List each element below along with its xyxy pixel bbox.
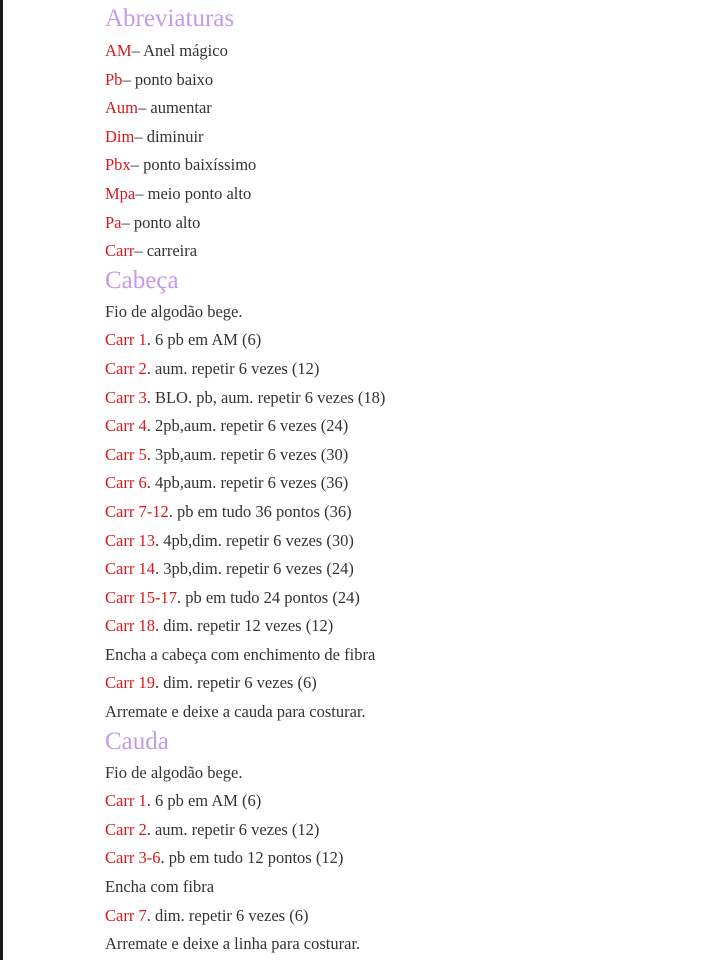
instruction-line — [105, 355, 705, 384]
row-text: . dim. repetir 12 vezes (12) — [154, 616, 334, 636]
separator: – — [122, 69, 135, 89]
instruction-line — [105, 412, 705, 441]
row-text: . aum. repetir 6 vezes (12) — [146, 358, 320, 378]
abbreviation-meaning: Anel mágico — [143, 41, 228, 60]
abbreviation-item — [105, 94, 705, 123]
row-label: Carr 14 — [105, 559, 155, 579]
row-text: Encha com fibra — [105, 877, 215, 897]
instruction-line — [105, 469, 705, 498]
instruction-line — [105, 787, 705, 816]
row-label: Carr 3-6 — [105, 848, 161, 868]
row-text: . 4pb,dim. repetir 6 vezes (30) — [154, 530, 354, 550]
row-label: Carr 15-17 — [105, 587, 177, 607]
abbreviation-code: Aum — [105, 98, 138, 118]
row-text: Fio de algodão bege. — [105, 762, 243, 782]
instruction-line — [105, 759, 705, 788]
document-page — [105, 0, 705, 959]
row-label: Carr 18 — [105, 616, 155, 636]
row-text: . pb em tudo 36 pontos (36) — [168, 501, 352, 521]
abbreviation-item — [105, 237, 705, 266]
instruction-line — [105, 641, 705, 670]
head-instructions — [105, 298, 705, 727]
row-text: . 4pb,aum. repetir 6 vezes (36) — [146, 473, 349, 493]
separator: – — [121, 212, 134, 232]
abbreviations-list — [105, 37, 705, 266]
tail-instructions — [105, 759, 705, 959]
instruction-line — [105, 612, 705, 641]
row-label: Carr 3 — [105, 387, 147, 407]
abbreviation-item — [105, 151, 705, 180]
row-text: . 2pb,aum. repetir 6 vezes (24) — [146, 416, 349, 436]
separator: – — [135, 183, 148, 203]
row-label: Carr 6 — [105, 473, 147, 493]
row-text: . pb em tudo 12 pontos (12) — [160, 848, 344, 868]
row-label: Carr 7-12 — [105, 501, 169, 521]
abbreviation-code: Pb — [105, 69, 123, 89]
abbreviation-code: Pbx — [105, 155, 131, 175]
abbreviation-meaning: ponto baixo — [134, 69, 214, 89]
separator: – — [134, 126, 147, 146]
instruction-line — [105, 873, 705, 902]
abbreviation-meaning: ponto baixíssimo — [143, 155, 257, 175]
abbreviation-meaning: diminuir — [146, 126, 204, 146]
separator: – — [130, 155, 144, 175]
separator: – — [134, 241, 147, 261]
abbreviation-item — [105, 66, 705, 95]
instruction-line — [105, 844, 705, 873]
abbreviation-meaning: carreira — [146, 241, 198, 261]
abbreviation-code: Dim — [105, 126, 135, 146]
row-label: Carr 2 — [105, 358, 147, 378]
abbreviation-code: Carr — [105, 241, 135, 261]
abbreviation-code: AM — [105, 41, 132, 60]
row-text: . pb em tudo 24 pontos (24) — [176, 587, 360, 607]
instruction-line — [105, 326, 705, 355]
row-label: Carr 13 — [105, 530, 155, 550]
instruction-line — [105, 930, 705, 959]
row-text: . dim. repetir 6 vezes (6) — [154, 673, 317, 693]
row-label: Carr 2 — [105, 819, 147, 839]
abbreviation-item — [105, 209, 705, 238]
row-text: . 3pb,dim. repetir 6 vezes (24) — [154, 559, 354, 579]
row-text: Fio de algodão bege. — [105, 301, 243, 321]
abbreviation-code: Mpa — [105, 183, 136, 203]
row-label: Carr 5 — [105, 444, 147, 464]
head-heading: Cabeça — [105, 266, 179, 294]
row-label: Carr 4 — [105, 416, 147, 436]
row-text: . dim. repetir 6 vezes (6) — [146, 905, 309, 925]
row-label: Carr 19 — [105, 673, 155, 693]
instruction-line — [105, 698, 705, 727]
abbreviations-heading: Abreviaturas — [105, 5, 235, 32]
instruction-line — [105, 902, 705, 931]
abbreviation-meaning: aumentar — [150, 98, 212, 118]
row-text: . aum. repetir 6 vezes (12) — [146, 819, 320, 839]
row-text: Encha a cabeça com enchimento de fibra — [105, 644, 376, 664]
instruction-line — [105, 441, 705, 470]
row-text: . 3pb,aum. repetir 6 vezes (30) — [146, 444, 349, 464]
row-text: . 6 pb em AM (6) — [146, 330, 262, 350]
row-label: Carr 1 — [105, 330, 147, 350]
row-text: Arremate e deixe a cauda para costurar. — [105, 702, 366, 722]
instruction-line — [105, 816, 705, 845]
instruction-line — [105, 669, 705, 698]
left-border — [0, 0, 3, 960]
separator: – — [138, 98, 151, 118]
instruction-line — [105, 584, 705, 613]
row-text: . 6 pb em AM (6) — [146, 791, 262, 811]
row-text: Arremate e deixe a linha para costurar. — [105, 934, 361, 954]
separator: – — [131, 41, 144, 60]
row-label: Carr 7 — [105, 905, 147, 925]
tail-heading: Cauda — [105, 727, 169, 755]
abbreviation-item — [105, 37, 705, 66]
row-text: . BLO. pb, aum. repetir 6 vezes (18) — [146, 387, 386, 407]
instruction-line — [105, 384, 705, 413]
instruction-line — [105, 527, 705, 556]
instruction-line — [105, 555, 705, 584]
abbreviation-meaning: ponto alto — [133, 212, 201, 232]
instruction-line — [105, 298, 705, 327]
abbreviation-item — [105, 180, 705, 209]
row-label: Carr 1 — [105, 791, 147, 811]
abbreviation-code: Pa — [105, 212, 122, 232]
abbreviation-meaning: meio ponto alto — [147, 183, 252, 203]
instruction-line — [105, 498, 705, 527]
abbreviation-item — [105, 123, 705, 152]
